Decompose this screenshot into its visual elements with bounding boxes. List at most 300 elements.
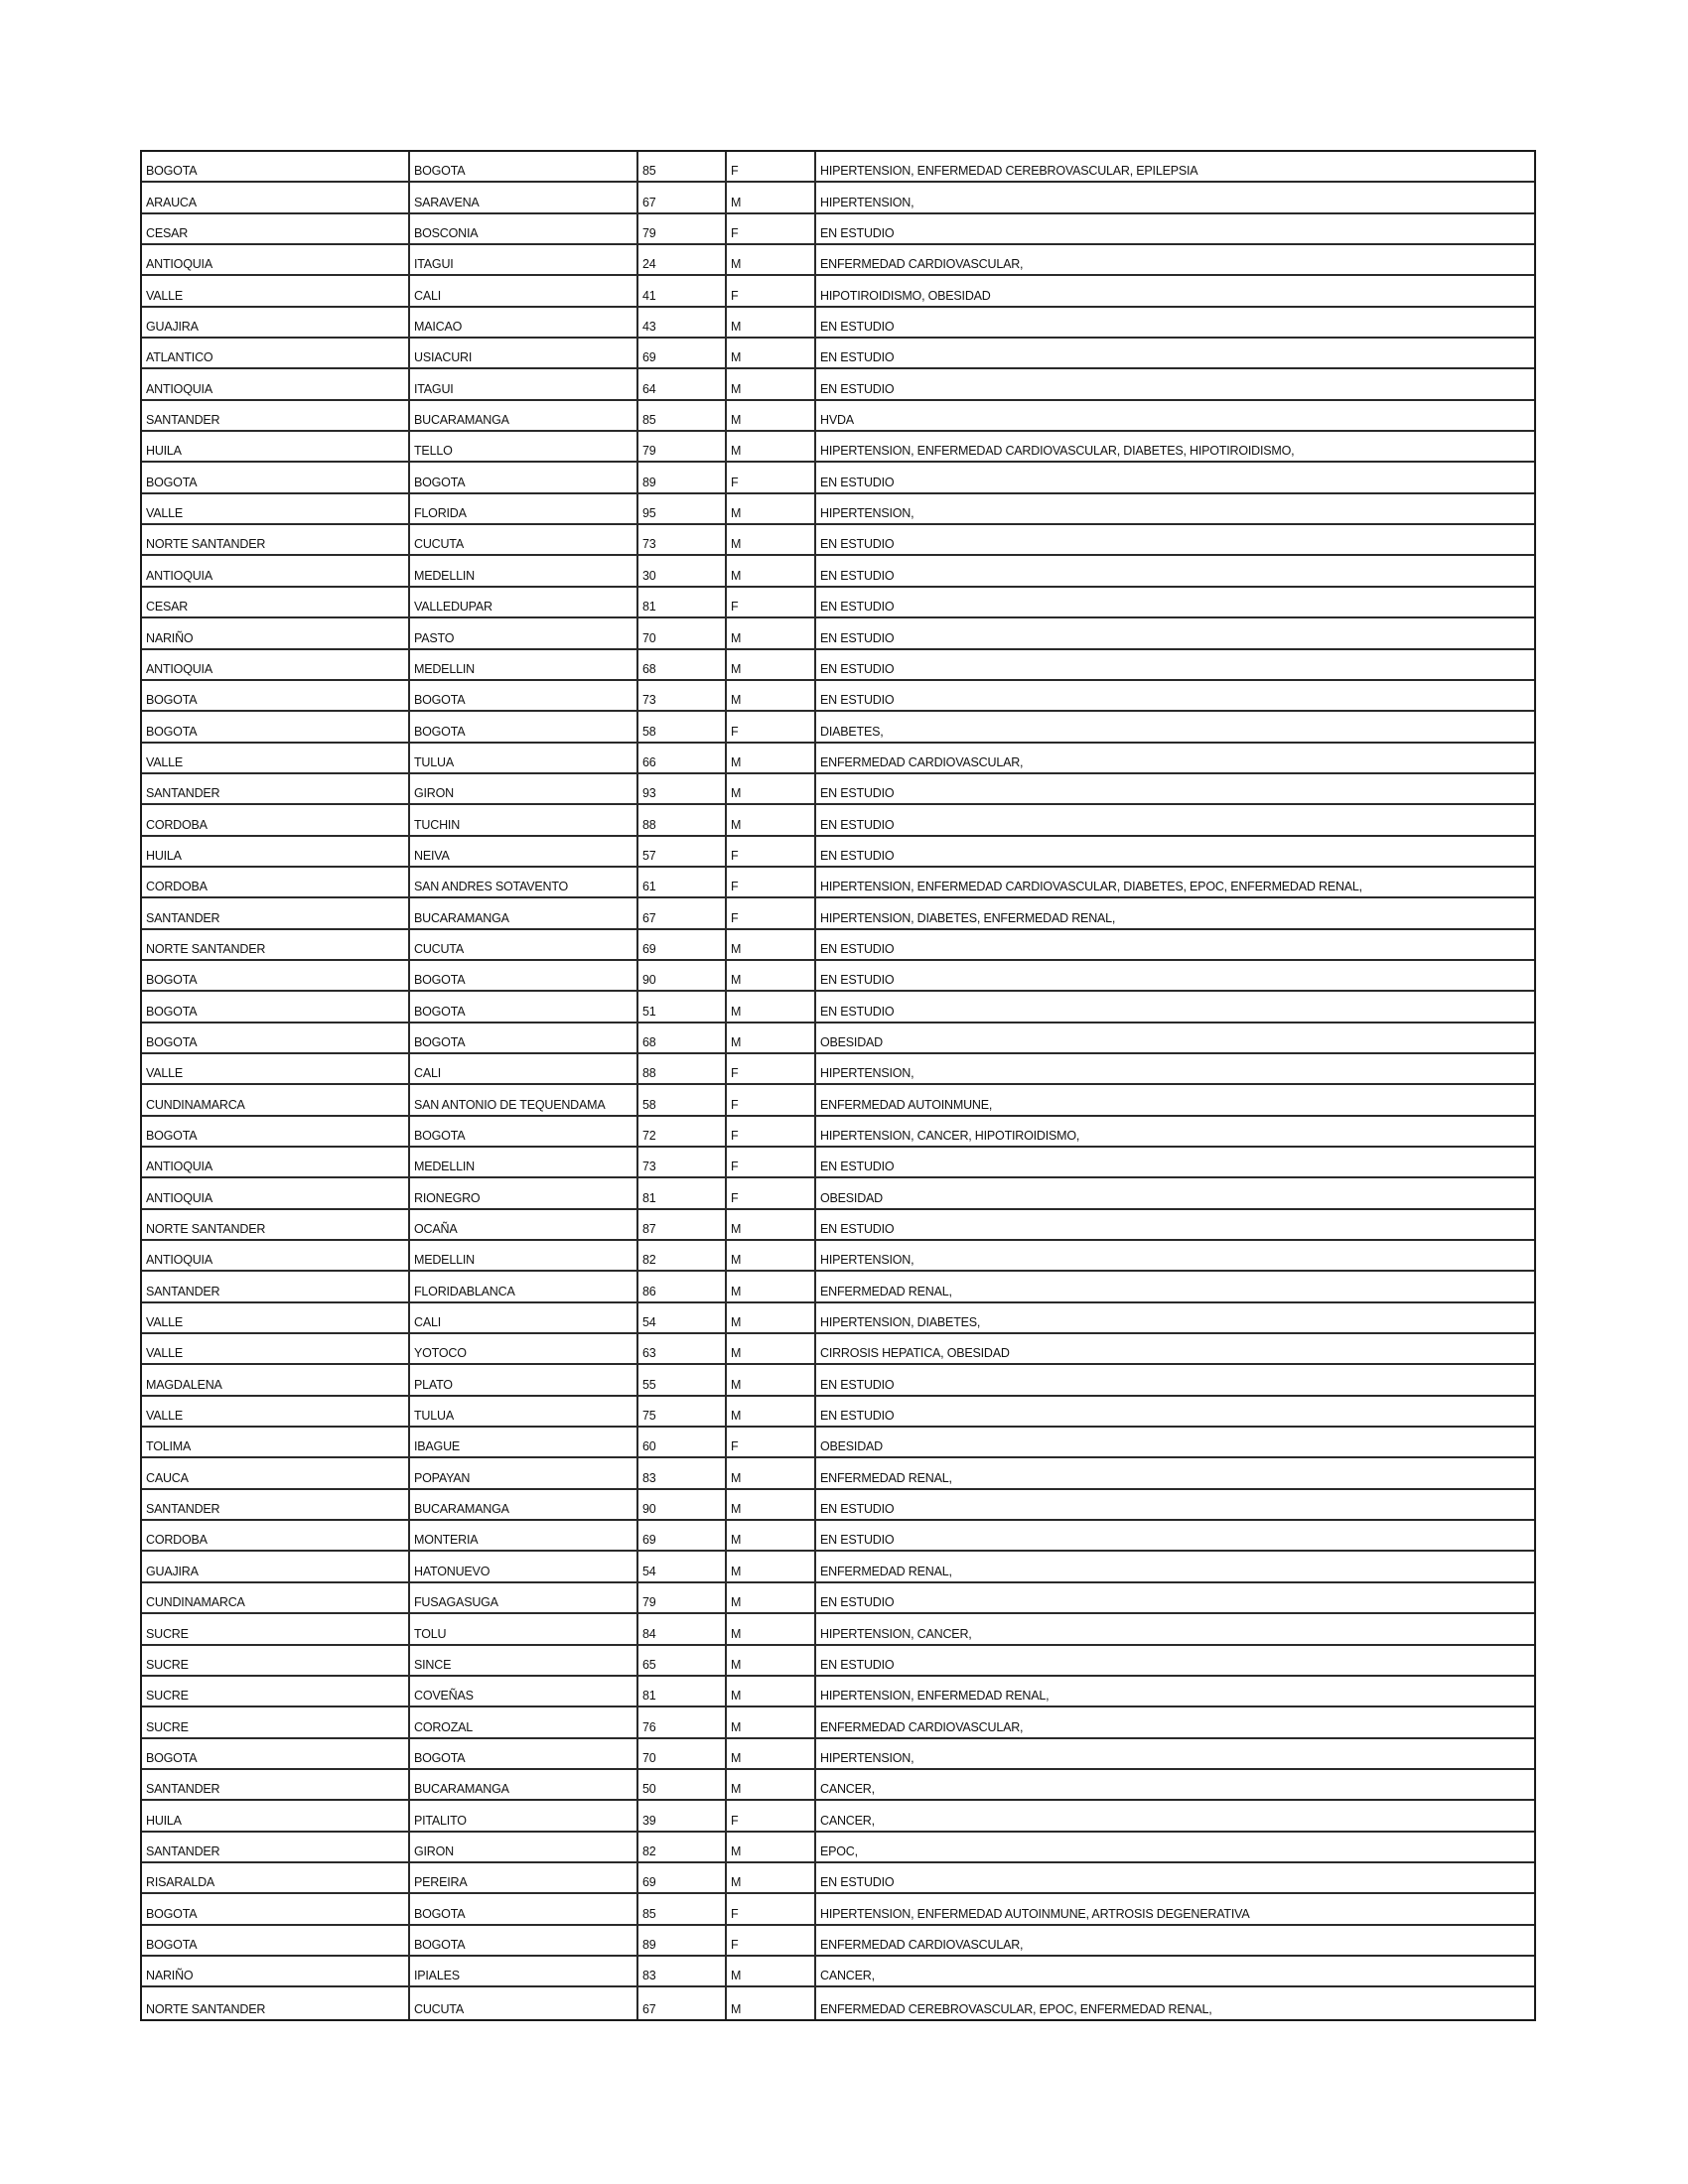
diagnosis-cell: EN ESTUDIO <box>820 1377 895 1392</box>
department-cell: BOGOTA <box>142 961 410 990</box>
department-cell: ANTIOQUIA <box>142 1241 410 1270</box>
table-row <box>142 1148 1534 1178</box>
sex-cell: F <box>727 214 816 243</box>
department-cell: CESAR <box>142 588 410 616</box>
age-cell: 89 <box>638 1926 727 1955</box>
sex-cell: M <box>727 1614 816 1643</box>
sex-cell: M <box>727 1334 816 1363</box>
sex-cell: F <box>727 276 816 305</box>
municipality-cell: MEDELLIN <box>410 1241 638 1270</box>
table-row <box>142 463 1534 493</box>
department-cell: ANTIOQUIA <box>142 369 410 398</box>
municipality-cell: BOGOTA <box>410 463 638 491</box>
table-row <box>142 1833 1534 1863</box>
department-cell: CORDOBA <box>142 805 410 834</box>
age-cell: 54 <box>638 1303 727 1332</box>
table-row <box>142 369 1534 400</box>
department-cell: CUNDINAMARCA <box>142 1583 410 1612</box>
municipality-cell: BOGOTA <box>410 961 638 990</box>
age-cell: 58 <box>638 1085 727 1114</box>
municipality-cell: BOGOTA <box>410 152 638 181</box>
municipality-cell: USIACURI <box>410 339 638 367</box>
department-cell: NARIÑO <box>142 1957 410 1985</box>
age-cell: 84 <box>638 1614 727 1643</box>
municipality-cell: MEDELLIN <box>410 1148 638 1176</box>
department-cell: GUAJIRA <box>142 1552 410 1580</box>
department-cell: CAUCA <box>142 1458 410 1487</box>
age-cell: 67 <box>638 898 727 927</box>
table-row <box>142 1334 1534 1365</box>
diagnosis-cell: OBESIDAD <box>820 1034 883 1049</box>
department-cell: SUCRE <box>142 1614 410 1643</box>
sex-cell: M <box>727 1677 816 1706</box>
age-cell: 55 <box>638 1365 727 1394</box>
table-row <box>142 1054 1534 1085</box>
diagnosis-cell: EN ESTUDIO <box>820 693 895 708</box>
table-row <box>142 930 1534 961</box>
diagnosis-cell: EN ESTUDIO <box>820 817 895 832</box>
age-cell: 83 <box>638 1957 727 1985</box>
municipality-cell: BOGOTA <box>410 1926 638 1955</box>
department-cell: ANTIOQUIA <box>142 1148 410 1176</box>
diagnosis-cell: EN ESTUDIO <box>820 350 895 365</box>
diagnosis-cell: EN ESTUDIO <box>820 1502 895 1517</box>
sex-cell: M <box>727 525 816 554</box>
age-cell: 87 <box>638 1210 727 1239</box>
sex-cell: M <box>727 1707 816 1736</box>
diagnosis-cell: OBESIDAD <box>820 1439 883 1454</box>
diagnosis-cell: EN ESTUDIO <box>820 1875 895 1890</box>
municipality-cell: PEREIRA <box>410 1863 638 1892</box>
department-cell: SUCRE <box>142 1646 410 1675</box>
municipality-cell: COVEÑAS <box>410 1677 638 1706</box>
age-cell: 83 <box>638 1458 727 1487</box>
department-cell: VALLE <box>142 744 410 772</box>
table-row <box>142 1552 1534 1582</box>
diagnosis-cell: EN ESTUDIO <box>820 226 895 241</box>
table-row <box>142 1365 1534 1396</box>
table-row <box>142 1957 1534 1987</box>
department-cell: NORTE SANTANDER <box>142 930 410 959</box>
age-cell: 61 <box>638 868 727 896</box>
department-cell: SUCRE <box>142 1707 410 1736</box>
sex-cell: F <box>727 1117 816 1146</box>
sex-cell: M <box>727 805 816 834</box>
diagnosis-cell: HIPERTENSION, <box>820 1066 914 1081</box>
municipality-cell: TOLU <box>410 1614 638 1643</box>
age-cell: 82 <box>638 1833 727 1861</box>
diagnosis-cell: EN ESTUDIO <box>820 661 895 676</box>
sex-cell: F <box>727 837 816 866</box>
municipality-cell: MEDELLIN <box>410 556 638 585</box>
table-row <box>142 1614 1534 1645</box>
department-cell: CORDOBA <box>142 868 410 896</box>
table-row <box>142 1707 1534 1738</box>
table-row <box>142 868 1534 898</box>
department-cell: NARIÑO <box>142 618 410 647</box>
department-cell: TOLIMA <box>142 1428 410 1456</box>
department-cell: MAGDALENA <box>142 1365 410 1394</box>
diagnosis-cell: EN ESTUDIO <box>820 941 895 956</box>
municipality-cell: OCAÑA <box>410 1210 638 1239</box>
age-cell: 69 <box>638 339 727 367</box>
table-row <box>142 401 1534 432</box>
department-cell: BOGOTA <box>142 712 410 741</box>
diagnosis-cell: HVDA <box>820 413 854 428</box>
municipality-cell: SAN ANTONIO DE TEQUENDAMA <box>410 1085 638 1114</box>
department-cell: SANTANDER <box>142 774 410 803</box>
age-cell: 75 <box>638 1397 727 1426</box>
municipality-cell: YOTOCO <box>410 1334 638 1363</box>
table-row <box>142 1926 1534 1957</box>
age-cell: 88 <box>638 1054 727 1083</box>
sex-cell: F <box>727 1801 816 1830</box>
age-cell: 69 <box>638 1863 727 1892</box>
age-cell: 69 <box>638 1521 727 1550</box>
municipality-cell: IPIALES <box>410 1957 638 1985</box>
table-row <box>142 1241 1534 1272</box>
department-cell: HUILA <box>142 1801 410 1830</box>
sex-cell: M <box>727 961 816 990</box>
municipality-cell: BUCARAMANGA <box>410 401 638 430</box>
table-row <box>142 805 1534 836</box>
age-cell: 90 <box>638 961 727 990</box>
table-row <box>142 992 1534 1023</box>
diagnosis-cell: DIABETES, <box>820 724 884 739</box>
municipality-cell: CALI <box>410 276 638 305</box>
municipality-cell: POPAYAN <box>410 1458 638 1487</box>
age-cell: 73 <box>638 1148 727 1176</box>
sex-cell: M <box>727 1646 816 1675</box>
municipality-cell: TELLO <box>410 432 638 461</box>
diagnosis-cell: HIPERTENSION, ENFERMEDAD AUTOINMUNE, ARTROSIS DEGENERATIVA <box>820 1906 1250 1921</box>
age-cell: 69 <box>638 930 727 959</box>
department-cell: SANTANDER <box>142 1833 410 1861</box>
age-cell: 88 <box>638 805 727 834</box>
table-row <box>142 525 1534 556</box>
municipality-cell: CUCUTA <box>410 1987 638 2018</box>
table-row <box>142 1521 1534 1552</box>
municipality-cell: GIRON <box>410 774 638 803</box>
sex-cell: M <box>727 1987 816 2018</box>
diagnosis-cell: HIPERTENSION, CANCER, <box>820 1626 972 1641</box>
table-row <box>142 1863 1534 1894</box>
table-row <box>142 1490 1534 1521</box>
sex-cell: M <box>727 1583 816 1612</box>
municipality-cell: CALI <box>410 1303 638 1332</box>
table-row <box>142 308 1534 339</box>
table-row <box>142 1303 1534 1334</box>
municipality-cell: ITAGUI <box>410 369 638 398</box>
diagnosis-cell: HIPOTIROIDISMO, OBESIDAD <box>820 288 991 303</box>
table-row <box>142 1646 1534 1677</box>
diagnosis-cell: CIRROSIS HEPATICA, OBESIDAD <box>820 1346 1010 1361</box>
table-row <box>142 1987 1534 2018</box>
department-cell: ATLANTICO <box>142 339 410 367</box>
table-row <box>142 1272 1534 1302</box>
diagnosis-cell: EN ESTUDIO <box>820 1409 895 1424</box>
municipality-cell: BOGOTA <box>410 992 638 1021</box>
sex-cell: M <box>727 245 816 274</box>
department-cell: SANTANDER <box>142 1770 410 1799</box>
table-row <box>142 1085 1534 1116</box>
department-cell: VALLE <box>142 276 410 305</box>
sex-cell: F <box>727 1085 816 1114</box>
table-row <box>142 1677 1534 1707</box>
diagnosis-cell: ENFERMEDAD RENAL, <box>820 1470 952 1485</box>
diagnosis-cell: HIPERTENSION, <box>820 506 914 521</box>
diagnosis-cell: EN ESTUDIO <box>820 381 895 396</box>
municipality-cell: CUCUTA <box>410 525 638 554</box>
sex-cell: F <box>727 1054 816 1083</box>
sex-cell: M <box>727 774 816 803</box>
sex-cell: F <box>727 152 816 181</box>
department-cell: ARAUCA <box>142 183 410 211</box>
department-cell: NORTE SANTANDER <box>142 525 410 554</box>
age-cell: 67 <box>638 183 727 211</box>
age-cell: 82 <box>638 1241 727 1270</box>
diagnosis-cell: EN ESTUDIO <box>820 1222 895 1237</box>
sex-cell: F <box>727 1428 816 1456</box>
age-cell: 79 <box>638 1583 727 1612</box>
municipality-cell: SARAVENA <box>410 183 638 211</box>
sex-cell: F <box>727 1178 816 1207</box>
diagnosis-cell: EN ESTUDIO <box>820 320 895 335</box>
sex-cell: M <box>727 1833 816 1861</box>
municipality-cell: BOGOTA <box>410 1739 638 1768</box>
sex-cell: M <box>727 1024 816 1052</box>
age-cell: 60 <box>638 1428 727 1456</box>
sex-cell: M <box>727 1241 816 1270</box>
diagnosis-cell: OBESIDAD <box>820 1190 883 1205</box>
department-cell: SANTANDER <box>142 401 410 430</box>
municipality-cell: RIONEGRO <box>410 1178 638 1207</box>
table-row <box>142 837 1534 868</box>
age-cell: 51 <box>638 992 727 1021</box>
age-cell: 63 <box>638 1334 727 1363</box>
sex-cell: M <box>727 1397 816 1426</box>
diagnosis-cell: HIPERTENSION, <box>820 195 914 209</box>
age-cell: 58 <box>638 712 727 741</box>
diagnosis-cell: EPOC, <box>820 1843 858 1858</box>
sex-cell: M <box>727 1770 816 1799</box>
table-row <box>142 339 1534 369</box>
age-cell: 90 <box>638 1490 727 1519</box>
table-row <box>142 712 1534 743</box>
municipality-cell: BOGOTA <box>410 1894 638 1923</box>
table-row <box>142 1397 1534 1428</box>
table-row <box>142 556 1534 587</box>
age-cell: 73 <box>638 525 727 554</box>
sex-cell: F <box>727 1148 816 1176</box>
age-cell: 79 <box>638 432 727 461</box>
table-row <box>142 650 1534 681</box>
municipality-cell: HATONUEVO <box>410 1552 638 1580</box>
diagnosis-cell: CANCER, <box>820 1782 875 1797</box>
department-cell: SANTANDER <box>142 898 410 927</box>
age-cell: 30 <box>638 556 727 585</box>
sex-cell: M <box>727 401 816 430</box>
table-row <box>142 1117 1534 1148</box>
table-row <box>142 898 1534 929</box>
municipality-cell: CUCUTA <box>410 930 638 959</box>
diagnosis-cell: EN ESTUDIO <box>820 568 895 583</box>
department-cell: BOGOTA <box>142 992 410 1021</box>
diagnosis-cell: ENFERMEDAD CARDIOVASCULAR, <box>820 257 1024 272</box>
table-row <box>142 432 1534 463</box>
municipality-cell: PLATO <box>410 1365 638 1394</box>
municipality-cell: SINCE <box>410 1646 638 1675</box>
sex-cell: M <box>727 1490 816 1519</box>
municipality-cell: BOGOTA <box>410 1024 638 1052</box>
table-row <box>142 588 1534 618</box>
municipality-cell: GIRON <box>410 1833 638 1861</box>
department-cell: CESAR <box>142 214 410 243</box>
age-cell: 70 <box>638 618 727 647</box>
sex-cell: M <box>727 1863 816 1892</box>
sex-cell: M <box>727 681 816 710</box>
diagnosis-cell: HIPERTENSION, ENFERMEDAD CARDIOVASCULAR, DIABETES, HIPOTIROIDISMO, <box>820 444 1295 459</box>
diagnosis-cell: HIPERTENSION, <box>820 1750 914 1765</box>
department-cell: ANTIOQUIA <box>142 1178 410 1207</box>
age-cell: 93 <box>638 774 727 803</box>
diagnosis-cell: ENFERMEDAD CARDIOVASCULAR, <box>820 1719 1024 1734</box>
department-cell: BOGOTA <box>142 1926 410 1955</box>
sex-cell: M <box>727 1303 816 1332</box>
municipality-cell: BOSCONIA <box>410 214 638 243</box>
sex-cell: M <box>727 432 816 461</box>
diagnosis-cell: CANCER, <box>820 1813 875 1828</box>
age-cell: 85 <box>638 152 727 181</box>
age-cell: 64 <box>638 369 727 398</box>
diagnosis-cell: EN ESTUDIO <box>820 1533 895 1548</box>
department-cell: VALLE <box>142 1397 410 1426</box>
age-cell: 70 <box>638 1739 727 1768</box>
diagnosis-cell: ENFERMEDAD RENAL, <box>820 1284 952 1298</box>
municipality-cell: BUCARAMANGA <box>410 898 638 927</box>
diagnosis-cell: ENFERMEDAD AUTOINMUNE, <box>820 1097 993 1112</box>
municipality-cell: MONTERIA <box>410 1521 638 1550</box>
sex-cell: M <box>727 183 816 211</box>
sex-cell: M <box>727 1739 816 1768</box>
table-row <box>142 1428 1534 1458</box>
diagnosis-cell: ENFERMEDAD RENAL, <box>820 1564 952 1578</box>
age-cell: 73 <box>638 681 727 710</box>
municipality-cell: PASTO <box>410 618 638 647</box>
age-cell: 86 <box>638 1272 727 1300</box>
diagnosis-cell: CANCER, <box>820 1969 875 1983</box>
table-row <box>142 1739 1534 1770</box>
table-row <box>142 618 1534 649</box>
sex-cell: M <box>727 650 816 679</box>
diagnosis-cell: EN ESTUDIO <box>820 1657 895 1672</box>
department-cell: HUILA <box>142 432 410 461</box>
age-cell: 68 <box>638 650 727 679</box>
municipality-cell: VALLEDUPAR <box>410 588 638 616</box>
department-cell: SANTANDER <box>142 1272 410 1300</box>
diagnosis-cell: HIPERTENSION, ENFERMEDAD RENAL, <box>820 1689 1050 1704</box>
table-row <box>142 152 1534 183</box>
age-cell: 79 <box>638 214 727 243</box>
diagnosis-cell: HIPERTENSION, ENFERMEDAD CARDIOVASCULAR, DIABETES, EPOC, ENFERMEDAD RENAL, <box>820 880 1362 894</box>
sex-cell: M <box>727 1552 816 1580</box>
table-row <box>142 774 1534 805</box>
sex-cell: M <box>727 1365 816 1394</box>
department-cell: CUNDINAMARCA <box>142 1085 410 1114</box>
department-cell: ANTIOQUIA <box>142 245 410 274</box>
sex-cell: F <box>727 1894 816 1923</box>
municipality-cell: TULUA <box>410 1397 638 1426</box>
sex-cell: M <box>727 494 816 523</box>
sex-cell: F <box>727 1926 816 1955</box>
age-cell: 43 <box>638 308 727 337</box>
table-row <box>142 1178 1534 1209</box>
municipality-cell: IBAGUE <box>410 1428 638 1456</box>
diagnosis-cell: HIPERTENSION, <box>820 1253 914 1268</box>
table-row <box>142 276 1534 307</box>
department-cell: SUCRE <box>142 1677 410 1706</box>
diagnosis-cell: EN ESTUDIO <box>820 973 895 988</box>
age-cell: 41 <box>638 276 727 305</box>
sex-cell: M <box>727 369 816 398</box>
age-cell: 85 <box>638 401 727 430</box>
diagnosis-cell: EN ESTUDIO <box>820 475 895 489</box>
department-cell: GUAJIRA <box>142 308 410 337</box>
age-cell: 24 <box>638 245 727 274</box>
sex-cell: F <box>727 898 816 927</box>
diagnosis-cell: HIPERTENSION, CANCER, HIPOTIROIDISMO, <box>820 1129 1080 1143</box>
sex-cell: F <box>727 463 816 491</box>
municipality-cell: ITAGUI <box>410 245 638 274</box>
municipality-cell: FLORIDA <box>410 494 638 523</box>
department-cell: BOGOTA <box>142 1894 410 1923</box>
department-cell: NORTE SANTANDER <box>142 1210 410 1239</box>
age-cell: 54 <box>638 1552 727 1580</box>
age-cell: 65 <box>638 1646 727 1675</box>
sex-cell: M <box>727 1521 816 1550</box>
age-cell: 81 <box>638 1677 727 1706</box>
table-row <box>142 1894 1534 1925</box>
table-row <box>142 1583 1534 1614</box>
department-cell: ANTIOQUIA <box>142 556 410 585</box>
department-cell: BOGOTA <box>142 152 410 181</box>
municipality-cell: PITALITO <box>410 1801 638 1830</box>
municipality-cell: SAN ANDRES SOTAVENTO <box>410 868 638 896</box>
sex-cell: F <box>727 588 816 616</box>
department-cell: RISARALDA <box>142 1863 410 1892</box>
sex-cell: F <box>727 712 816 741</box>
age-cell: 50 <box>638 1770 727 1799</box>
diagnosis-cell: HIPERTENSION, ENFERMEDAD CEREBROVASCULAR, EPILEPSIA <box>820 164 1198 179</box>
diagnosis-cell: HIPERTENSION, DIABETES, ENFERMEDAD RENAL, <box>820 910 1116 925</box>
table-row <box>142 245 1534 276</box>
municipality-cell: TULUA <box>410 744 638 772</box>
municipality-cell: BUCARAMANGA <box>410 1770 638 1799</box>
age-cell: 68 <box>638 1024 727 1052</box>
table-row <box>142 1770 1534 1801</box>
department-cell: BOGOTA <box>142 681 410 710</box>
diagnosis-cell: EN ESTUDIO <box>820 848 895 863</box>
department-cell: ANTIOQUIA <box>142 650 410 679</box>
diagnosis-cell: EN ESTUDIO <box>820 786 895 801</box>
age-cell: 95 <box>638 494 727 523</box>
department-cell: VALLE <box>142 1303 410 1332</box>
diagnosis-cell: EN ESTUDIO <box>820 600 895 614</box>
municipality-cell: COROZAL <box>410 1707 638 1736</box>
department-cell: VALLE <box>142 494 410 523</box>
age-cell: 81 <box>638 588 727 616</box>
sex-cell: M <box>727 556 816 585</box>
